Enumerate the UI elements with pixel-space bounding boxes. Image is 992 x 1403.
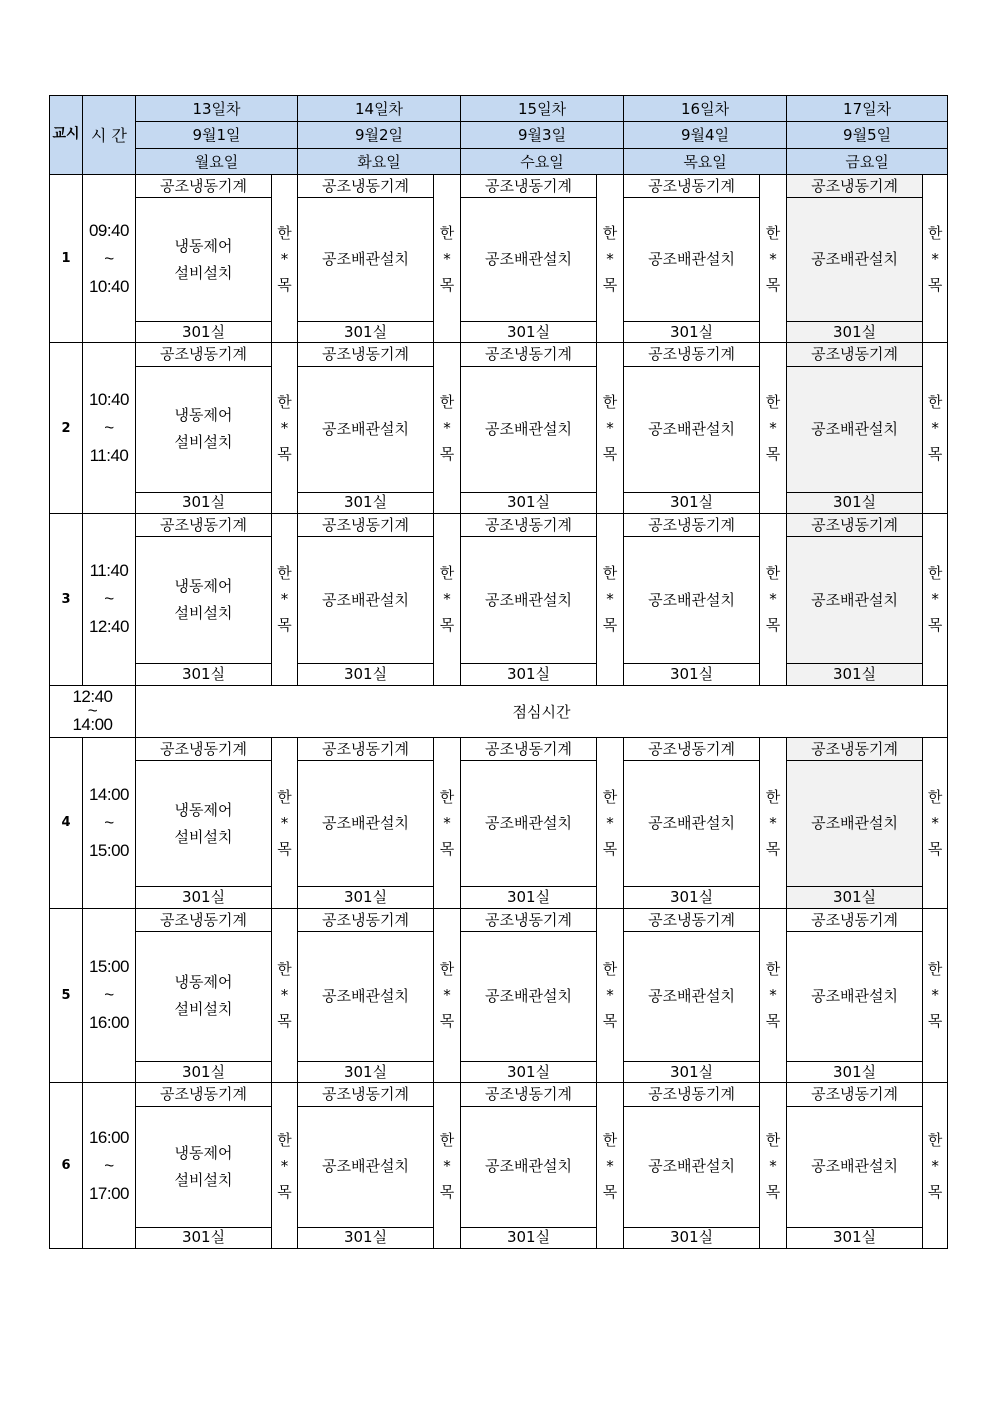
hanmok-mid: *	[769, 986, 777, 1005]
subject-line: 냉동제어	[174, 406, 233, 425]
hanmok-cell	[760, 738, 787, 909]
hanmok-bottom: 목	[765, 1182, 781, 1201]
time-end: 17:00	[88, 1183, 130, 1203]
hanmok-bottom: 목	[765, 275, 781, 294]
hanmok-bottom: 목	[439, 1012, 455, 1031]
hanmok-bottom: 목	[765, 616, 781, 635]
room-cell: 301실	[298, 492, 434, 513]
course-label: 공조냉동기계	[624, 908, 760, 931]
hanmok-top: 한	[765, 960, 781, 979]
course-label: 공조냉동기계	[461, 738, 597, 761]
subject-line: 설비설치	[174, 604, 233, 623]
subject-line: 냉동제어	[174, 973, 233, 992]
course-label: 공조냉동기계	[461, 174, 597, 197]
weekday-header: 금요일	[787, 148, 948, 174]
session-time	[83, 343, 136, 514]
day-number-header: 16일차	[624, 96, 787, 122]
course-label: 공조냉동기계	[787, 908, 923, 931]
room-cell: 301실	[136, 322, 272, 343]
course-label: 공조냉동기계	[787, 1083, 923, 1106]
hanmok-mid: *	[769, 419, 777, 438]
hanmok-cell	[923, 343, 948, 514]
room-cell: 301실	[787, 322, 923, 343]
header-row-weekday	[50, 148, 948, 174]
hanmok-cell	[434, 738, 461, 909]
hanmok-cell	[923, 513, 948, 685]
subject-line: 냉동제어	[174, 577, 233, 596]
room-cell: 301실	[624, 1062, 760, 1083]
room-cell: 301실	[461, 492, 597, 513]
hanmok-mid: *	[280, 249, 289, 268]
room-cell: 301실	[298, 664, 434, 685]
hanmok-mid: *	[931, 986, 939, 1005]
hanmok-top: 한	[602, 393, 618, 412]
course-label: 공조냉동기계	[136, 174, 272, 197]
session-time	[83, 738, 136, 909]
time-separator: ~	[104, 1155, 114, 1175]
hanmok-top: 한	[765, 393, 781, 412]
room-cell: 301실	[298, 1227, 434, 1248]
subject-line: 설비설치	[174, 1000, 233, 1019]
period-header: 교시	[50, 96, 83, 175]
hanmok-mid: *	[931, 249, 939, 268]
hanmok-bottom: 목	[602, 445, 618, 464]
period-number: 4	[50, 738, 83, 909]
subject-cell: 공조배관설치	[624, 366, 760, 492]
hanmok-bottom: 목	[927, 445, 943, 464]
room-cell: 301실	[136, 492, 272, 513]
hanmok-top: 한	[277, 564, 292, 583]
hanmok-cell	[434, 174, 461, 343]
course-label: 공조냉동기계	[461, 908, 597, 931]
hanmok-mid: *	[606, 813, 614, 832]
course-label: 공조냉동기계	[624, 738, 760, 761]
hanmok-mid: *	[931, 419, 939, 438]
session-subject-row	[50, 537, 948, 664]
hanmok-top: 한	[277, 960, 292, 979]
course-label: 공조냉동기계	[136, 343, 272, 366]
course-label: 공조냉동기계	[298, 343, 434, 366]
hanmok-cell	[760, 1083, 787, 1249]
session-time	[83, 513, 136, 685]
time-start: 09:40	[88, 220, 130, 240]
course-label: 공조냉동기계	[624, 174, 760, 197]
course-label: 공조냉동기계	[136, 1083, 272, 1106]
room-cell: 301실	[624, 664, 760, 685]
room-cell: 301실	[787, 492, 923, 513]
course-label: 공조냉동기계	[298, 1083, 434, 1106]
subject-cell: 공조배관설치	[787, 366, 923, 492]
course-label: 공조냉동기계	[624, 343, 760, 366]
subject-cell: 공조배관설치	[298, 931, 434, 1061]
hanmok-bottom: 목	[765, 839, 781, 858]
time-separator: ~	[104, 418, 114, 438]
hanmok-top: 한	[439, 393, 455, 412]
subject-line: 설비설치	[174, 263, 233, 282]
session-subject-row	[50, 761, 948, 887]
hanmok-cell	[434, 343, 461, 514]
session-row	[50, 513, 948, 536]
hanmok-bottom: 목	[602, 839, 618, 858]
time-header: 시 간	[83, 96, 136, 175]
time-start: 10:40	[88, 390, 130, 410]
course-label: 공조냉동기계	[461, 343, 597, 366]
time-start: 11:40	[89, 561, 129, 581]
hanmok-mid: *	[443, 419, 451, 438]
hanmok-mid: *	[443, 590, 451, 609]
session-room-row	[50, 664, 948, 685]
lunch-time	[50, 685, 136, 738]
date-header: 9월5일	[787, 122, 948, 148]
hanmok-top: 한	[602, 564, 618, 583]
hanmok-bottom: 목	[602, 275, 618, 294]
course-label: 공조냉동기계	[136, 738, 272, 761]
subject-cell	[136, 931, 272, 1061]
room-cell: 301실	[624, 322, 760, 343]
time-end: 10:40	[88, 276, 130, 296]
course-label: 공조냉동기계	[787, 738, 923, 761]
room-cell: 301실	[136, 664, 272, 685]
hanmok-top: 한	[927, 960, 943, 979]
hanmok-bottom: 목	[765, 1012, 781, 1031]
hanmok-top: 한	[439, 787, 455, 806]
subject-cell: 공조배관설치	[461, 761, 597, 887]
header-row-day	[50, 96, 948, 122]
period-number: 3	[50, 513, 83, 685]
period-number: 5	[50, 908, 83, 1083]
period-number: 2	[50, 343, 83, 514]
subject-cell: 공조배관설치	[461, 197, 597, 321]
room-cell: 301실	[461, 664, 597, 685]
hanmok-bottom: 목	[765, 445, 781, 464]
hanmok-bottom: 목	[439, 275, 455, 294]
hanmok-top: 한	[277, 787, 292, 806]
hanmok-bottom: 목	[602, 616, 618, 635]
room-cell: 301실	[787, 664, 923, 685]
subject-line: 냉동제어	[174, 800, 233, 819]
hanmok-bottom: 목	[927, 839, 943, 858]
subject-cell: 공조배관설치	[298, 197, 434, 321]
subject-line: 냉동제어	[174, 236, 233, 255]
hanmok-mid: *	[280, 419, 289, 438]
room-cell: 301실	[624, 887, 760, 908]
hanmok-top: 한	[927, 393, 943, 412]
subject-cell: 공조배관설치	[624, 931, 760, 1061]
hanmok-cell	[597, 174, 624, 343]
lunch-label: 점심시간	[136, 685, 948, 738]
hanmok-mid: *	[769, 249, 777, 268]
session-row	[50, 738, 948, 761]
period-number: 6	[50, 1083, 83, 1249]
subject-cell: 공조배관설치	[298, 366, 434, 492]
hanmok-cell	[923, 1083, 948, 1249]
subject-cell	[136, 366, 272, 492]
hanmok-bottom: 목	[439, 616, 455, 635]
session-time	[83, 1083, 136, 1249]
hanmok-mid: *	[931, 813, 939, 832]
hanmok-mid: *	[280, 986, 289, 1005]
hanmok-bottom: 목	[602, 1182, 618, 1201]
course-label: 공조냉동기계	[787, 513, 923, 536]
subject-cell: 공조배관설치	[787, 761, 923, 887]
hanmok-bottom: 목	[277, 445, 292, 464]
course-label: 공조냉동기계	[298, 174, 434, 197]
hanmok-cell	[597, 1083, 624, 1249]
subject-cell: 공조배관설치	[787, 537, 923, 664]
session-room-row	[50, 492, 948, 513]
subject-cell	[136, 197, 272, 321]
hanmok-mid: *	[443, 1156, 451, 1175]
hanmok-top: 한	[602, 787, 618, 806]
subject-cell: 공조배관설치	[461, 931, 597, 1061]
course-label: 공조냉동기계	[298, 513, 434, 536]
hanmok-cell	[923, 738, 948, 909]
room-cell: 301실	[787, 1062, 923, 1083]
hanmok-mid: *	[280, 590, 289, 609]
time-start: 16:00	[88, 1127, 130, 1147]
subject-cell: 공조배관설치	[461, 1106, 597, 1227]
hanmok-top: 한	[927, 223, 943, 242]
subject-cell	[136, 537, 272, 664]
hanmok-bottom: 목	[927, 1012, 943, 1031]
hanmok-cell	[760, 908, 787, 1083]
hanmok-mid: *	[606, 249, 614, 268]
day-number-header: 13일차	[136, 96, 298, 122]
hanmok-mid: *	[280, 813, 289, 832]
hanmok-bottom: 목	[927, 616, 943, 635]
hanmok-cell	[272, 908, 298, 1083]
lunch-row	[50, 685, 948, 738]
hanmok-top: 한	[277, 223, 292, 242]
hanmok-cell	[597, 738, 624, 909]
hanmok-bottom: 목	[277, 275, 292, 294]
session-subject-row	[50, 931, 948, 1061]
hanmok-cell	[597, 513, 624, 685]
time-start: 14:00	[88, 784, 130, 804]
schedule-table	[49, 95, 948, 1249]
hanmok-bottom: 목	[439, 445, 455, 464]
subject-line: 설비설치	[174, 827, 233, 846]
hanmok-bottom: 목	[277, 1182, 292, 1201]
hanmok-top: 한	[602, 1130, 618, 1149]
room-cell: 301실	[461, 322, 597, 343]
hanmok-cell	[434, 1083, 461, 1249]
session-subject-row	[50, 1106, 948, 1227]
period-number: 1	[50, 174, 83, 343]
hanmok-top: 한	[277, 393, 292, 412]
subject-cell: 공조배관설치	[787, 1106, 923, 1227]
hanmok-top: 한	[439, 223, 455, 242]
hanmok-top: 한	[602, 223, 618, 242]
date-header: 9월1일	[136, 122, 298, 148]
date-header: 9월2일	[298, 122, 461, 148]
hanmok-mid: *	[606, 986, 614, 1005]
hanmok-cell	[434, 908, 461, 1083]
room-cell: 301실	[461, 887, 597, 908]
hanmok-top: 한	[927, 564, 943, 583]
hanmok-mid: *	[443, 986, 451, 1005]
course-label: 공조냉동기계	[298, 738, 434, 761]
session-time	[83, 908, 136, 1083]
hanmok-bottom: 목	[927, 275, 943, 294]
subject-cell: 공조배관설치	[461, 537, 597, 664]
subject-cell: 공조배관설치	[298, 537, 434, 664]
hanmok-top: 한	[765, 564, 781, 583]
date-header: 9월3일	[461, 122, 624, 148]
time-start: 15:00	[88, 957, 130, 977]
course-label: 공조냉동기계	[461, 513, 597, 536]
hanmok-cell	[272, 513, 298, 685]
hanmok-bottom: 목	[927, 1182, 943, 1201]
hanmok-top: 한	[277, 1130, 292, 1149]
time-separator: ~	[104, 812, 114, 832]
hanmok-bottom: 목	[277, 616, 292, 635]
hanmok-mid: *	[931, 590, 939, 609]
hanmok-cell	[760, 513, 787, 685]
hanmok-cell	[760, 343, 787, 514]
subject-cell: 공조배관설치	[298, 761, 434, 887]
hanmok-bottom: 목	[602, 1012, 618, 1031]
session-row	[50, 343, 948, 366]
hanmok-cell	[272, 174, 298, 343]
room-cell: 301실	[624, 492, 760, 513]
subject-cell: 공조배관설치	[624, 761, 760, 887]
time-end: 11:40	[89, 446, 129, 466]
hanmok-top: 한	[439, 1130, 455, 1149]
day-number-header: 15일차	[461, 96, 624, 122]
hanmok-cell	[272, 738, 298, 909]
session-subject-row	[50, 197, 948, 321]
weekday-header: 화요일	[298, 148, 461, 174]
session-subject-row	[50, 366, 948, 492]
session-room-row	[50, 887, 948, 908]
session-time	[83, 174, 136, 343]
hanmok-cell	[272, 1083, 298, 1249]
time-separator: ~	[104, 985, 114, 1005]
hanmok-mid: *	[280, 1156, 289, 1175]
room-cell: 301실	[298, 322, 434, 343]
weekday-header: 목요일	[624, 148, 787, 174]
course-label: 공조냉동기계	[787, 343, 923, 366]
hanmok-mid: *	[769, 590, 777, 609]
lunch-start: 12:40	[72, 687, 113, 707]
room-cell: 301실	[136, 1227, 272, 1248]
course-label: 공조냉동기계	[136, 908, 272, 931]
hanmok-mid: *	[931, 1156, 939, 1175]
hanmok-top: 한	[439, 960, 455, 979]
subject-cell	[136, 761, 272, 887]
time-end: 16:00	[88, 1013, 130, 1033]
room-cell: 301실	[136, 1062, 272, 1083]
room-cell: 301실	[298, 887, 434, 908]
lunch-separator: ~	[87, 701, 98, 721]
subject-cell	[136, 1106, 272, 1227]
session-row	[50, 908, 948, 931]
hanmok-cell	[760, 174, 787, 343]
hanmok-mid: *	[443, 249, 451, 268]
session-room-row	[50, 322, 948, 343]
room-cell: 301실	[298, 1062, 434, 1083]
course-label: 공조냉동기계	[298, 908, 434, 931]
hanmok-top: 한	[765, 787, 781, 806]
hanmok-top: 한	[439, 564, 455, 583]
weekday-header: 월요일	[136, 148, 298, 174]
session-room-row	[50, 1227, 948, 1248]
room-cell: 301실	[461, 1227, 597, 1248]
time-separator: ~	[104, 248, 114, 268]
hanmok-cell	[597, 908, 624, 1083]
header-row-date	[50, 122, 948, 148]
subject-cell: 공조배관설치	[298, 1106, 434, 1227]
subject-cell: 공조배관설치	[461, 366, 597, 492]
hanmok-cell	[923, 174, 948, 343]
time-end: 15:00	[88, 840, 130, 860]
course-label: 공조냉동기계	[624, 513, 760, 536]
hanmok-mid: *	[769, 813, 777, 832]
hanmok-top: 한	[927, 787, 943, 806]
hanmok-cell	[923, 908, 948, 1083]
course-label: 공조냉동기계	[461, 1083, 597, 1106]
hanmok-top: 한	[765, 1130, 781, 1149]
session-row	[50, 1083, 948, 1106]
lunch-end: 14:00	[72, 715, 113, 735]
subject-cell: 공조배관설치	[624, 537, 760, 664]
subject-line: 설비설치	[174, 1170, 233, 1189]
weekday-header: 수요일	[461, 148, 624, 174]
course-label: 공조냉동기계	[787, 174, 923, 197]
hanmok-bottom: 목	[277, 839, 292, 858]
subject-cell: 공조배관설치	[624, 1106, 760, 1227]
subject-cell: 공조배관설치	[624, 197, 760, 321]
hanmok-bottom: 목	[277, 1012, 292, 1031]
hanmok-cell	[272, 343, 298, 514]
hanmok-bottom: 목	[439, 1182, 455, 1201]
session-row	[50, 174, 948, 197]
time-end: 12:40	[88, 617, 130, 637]
session-room-row	[50, 1062, 948, 1083]
hanmok-mid: *	[606, 419, 614, 438]
hanmok-mid: *	[606, 1156, 614, 1175]
hanmok-cell	[434, 513, 461, 685]
room-cell: 301실	[787, 887, 923, 908]
course-label: 공조냉동기계	[136, 513, 272, 536]
hanmok-top: 한	[602, 960, 618, 979]
room-cell: 301실	[787, 1227, 923, 1248]
room-cell: 301실	[136, 887, 272, 908]
room-cell: 301실	[624, 1227, 760, 1248]
hanmok-cell	[597, 343, 624, 514]
day-number-header: 14일차	[298, 96, 461, 122]
day-number-header: 17일차	[787, 96, 948, 122]
hanmok-mid: *	[606, 590, 614, 609]
date-header: 9월4일	[624, 122, 787, 148]
hanmok-top: 한	[765, 223, 781, 242]
hanmok-bottom: 목	[439, 839, 455, 858]
time-separator: ~	[104, 589, 114, 609]
hanmok-mid: *	[769, 1156, 777, 1175]
subject-cell: 공조배관설치	[787, 197, 923, 321]
subject-line: 냉동제어	[174, 1143, 233, 1162]
hanmok-top: 한	[927, 1130, 943, 1149]
room-cell: 301실	[461, 1062, 597, 1083]
subject-cell: 공조배관설치	[787, 931, 923, 1061]
hanmok-mid: *	[443, 813, 451, 832]
course-label: 공조냉동기계	[624, 1083, 760, 1106]
subject-line: 설비설치	[174, 433, 233, 452]
